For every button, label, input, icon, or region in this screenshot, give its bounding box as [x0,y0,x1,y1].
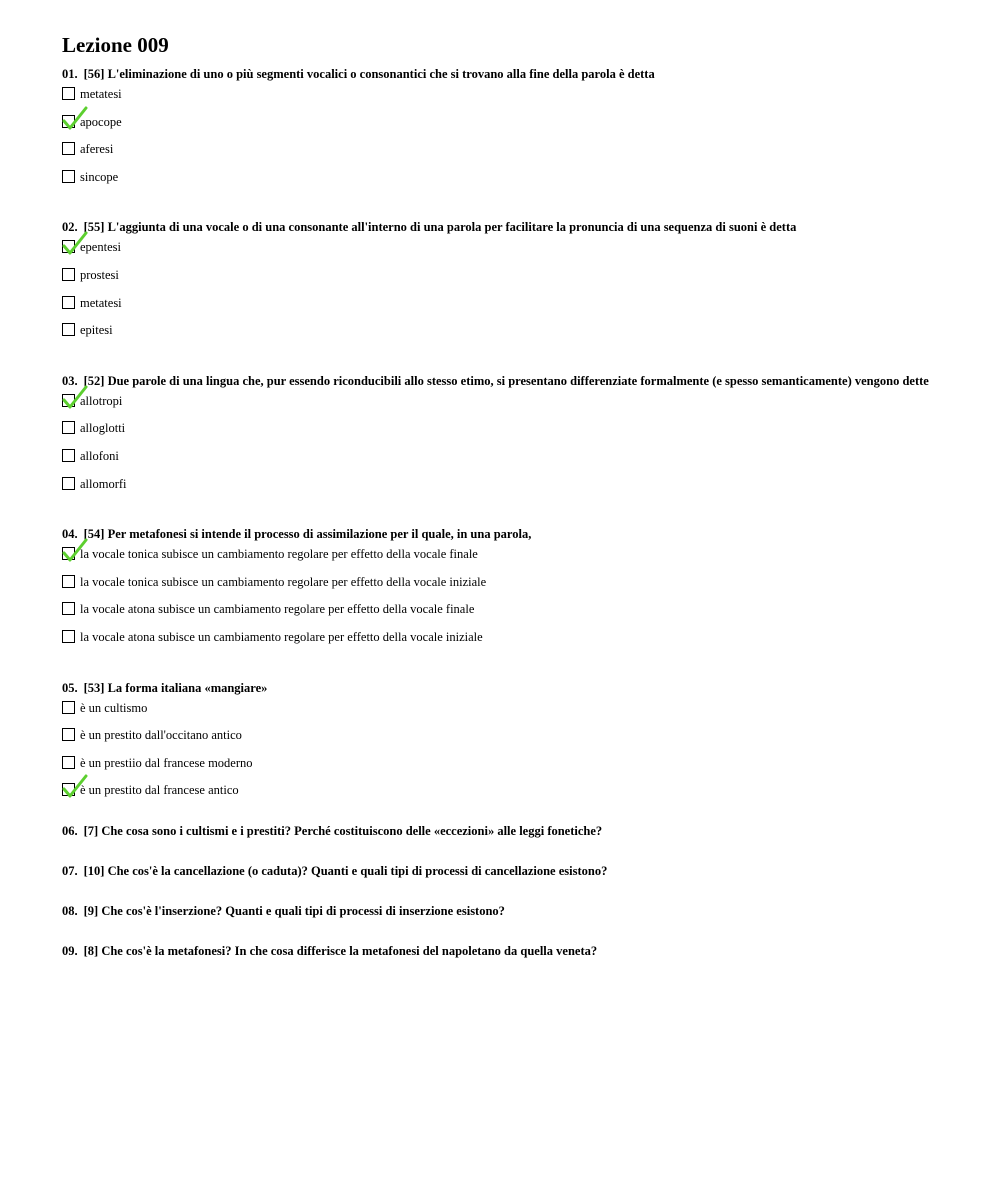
question-number: 03. [62,373,78,388]
question-prompt: [7] Che cosa sono i cultismi e i prestiti? Perché costituiscono delle «eccezioni» alle leggi fonetiche? [83,823,603,838]
answer-label: epitesi [80,323,113,338]
answer-checkbox[interactable] [62,630,75,643]
question-2 [62,220,942,363]
answer-checkbox[interactable] [62,547,75,560]
answer-label: la vocale atona subisce un cambiamento regolare per effetto della vocale finale [80,602,475,617]
answer-label: prostesi [80,267,119,282]
answer-option[interactable] [62,394,942,422]
question-number: 04. [62,527,78,542]
answer-label: allomorfi [80,476,127,491]
answer-option[interactable] [62,170,942,198]
answer-checkbox[interactable] [62,115,75,128]
question-prompt: [8] Che cos'è la metafonesi? In che cosa differisce la metafonesi del napoletano da quella veneta? [83,943,598,958]
question-list [62,67,942,824]
question-number: 02. [62,220,78,235]
answer-option[interactable] [62,701,942,729]
spacer [62,504,942,517]
spacer [62,197,942,210]
answer-label: apocope [80,114,122,129]
answer-label: allofoni [80,448,119,463]
answer-option[interactable] [62,421,942,449]
answer-option[interactable] [62,783,942,811]
question-prompt: [56] L'eliminazione di uno o più segmenti vocalici o consonantici che si trovano alla fine della parola è detta [83,67,655,81]
question-prompt: [53] La forma italiana «mangiare» [83,680,268,695]
question-text [62,220,942,234]
question-text [62,527,942,541]
open-question-8 [62,904,942,944]
answer-checkbox[interactable] [62,602,75,615]
spacer [62,811,942,824]
answer-label: sincope [80,169,119,184]
question-text [62,824,942,838]
answer-option[interactable] [62,575,942,603]
spacer [62,958,942,984]
answer-option[interactable] [62,296,942,324]
question-1 [62,67,942,210]
question-prompt: [54] Per metafonesi si intende il processo di assimilazione per il quale, in una parola, [83,527,532,542]
open-question-7 [62,864,942,904]
answer-checkbox[interactable] [62,449,75,462]
question-text [62,681,942,695]
question-prompt: [52] Due parole di una lingua che, pur essendo riconducibili allo stesso etimo, si presentano differenziate formalmente (e spesso semanticamente) vengono dette [83,373,929,388]
answer-label: la vocale tonica subisce un cambiamento regolare per effetto della vocale iniziale [80,574,487,589]
answer-checkbox[interactable] [62,296,75,309]
answer-checkbox[interactable] [62,394,75,407]
question-prompt: [9] Che cos'è l'inserzione? Quanti e quali tipi di processi di inserzione esistono? [83,903,505,918]
open-question-list [62,824,942,984]
answer-option[interactable] [62,87,942,115]
answer-options [62,701,942,811]
answer-label: allotropi [80,393,123,408]
question-text [62,944,942,958]
page-title: Lezione 009 [62,33,169,57]
answer-option[interactable] [62,115,942,143]
answer-option[interactable] [62,142,942,170]
question-3 [62,374,942,517]
spacer [62,351,942,364]
answer-options [62,394,942,504]
answer-option[interactable] [62,756,942,784]
question-text [62,904,942,918]
spacer [62,878,942,904]
answer-checkbox[interactable] [62,323,75,336]
answer-label: è un cultismo [80,700,148,715]
spacer [62,658,942,671]
question-text [62,67,942,81]
answer-checkbox[interactable] [62,728,75,741]
answer-label: aferesi [80,142,114,157]
question-prompt: [10] Che cos'è la cancellazione (o caduta)? Quanti e quali tipi di processi di cancellazione esistono? [83,863,608,878]
answer-label: è un prestiio dal francese moderno [80,755,253,770]
question-text [62,864,942,878]
answer-checkbox[interactable] [62,575,75,588]
answer-checkbox[interactable] [62,477,75,490]
open-question-6 [62,824,942,864]
question-number: 01. [62,67,78,81]
answer-label: è un prestito dall'occitano antico [80,728,242,743]
answer-option[interactable] [62,728,942,756]
question-number: 09. [62,943,78,958]
answer-options [62,547,942,657]
answer-checkbox[interactable] [62,756,75,769]
answer-label: la vocale atona subisce un cambiamento regolare per effetto della vocale iniziale [80,629,483,644]
answer-checkbox[interactable] [62,87,75,100]
spacer [62,918,942,944]
spacer [62,838,942,864]
answer-checkbox[interactable] [62,142,75,155]
answer-option[interactable] [62,240,942,268]
answer-option[interactable] [62,602,942,630]
question-number: 06. [62,823,78,838]
answer-checkbox[interactable] [62,701,75,714]
question-5 [62,681,942,824]
answer-option[interactable] [62,323,942,351]
quiz-page [62,33,942,984]
answer-option[interactable] [62,268,942,296]
question-4 [62,527,942,670]
question-prompt: [55] L'aggiunta di una vocale o di una consonante all'interno di una parola per facilitare la pronuncia di una sequenza di suoni è detta [83,220,797,235]
open-question-9 [62,944,942,984]
question-number: 07. [62,863,78,878]
answer-options [62,87,942,197]
answer-label: metatesi [80,87,122,101]
question-number: 05. [62,680,78,695]
answer-label: epentesi [80,240,121,255]
answer-checkbox[interactable] [62,783,75,796]
answer-option[interactable] [62,547,942,575]
answer-label: alloglotti [80,421,126,436]
answer-label: metatesi [80,295,122,310]
answer-label: la vocale tonica subisce un cambiamento regolare per effetto della vocale finale [80,547,478,562]
answer-label: è un prestito dal francese antico [80,783,239,798]
answer-checkbox[interactable] [62,421,75,434]
answer-options [62,240,942,350]
answer-option[interactable] [62,449,942,477]
question-text [62,374,942,388]
answer-option[interactable] [62,477,942,505]
answer-checkbox[interactable] [62,170,75,183]
answer-option[interactable] [62,630,942,658]
answer-checkbox[interactable] [62,240,75,253]
question-number: 08. [62,903,78,918]
answer-checkbox[interactable] [62,268,75,281]
